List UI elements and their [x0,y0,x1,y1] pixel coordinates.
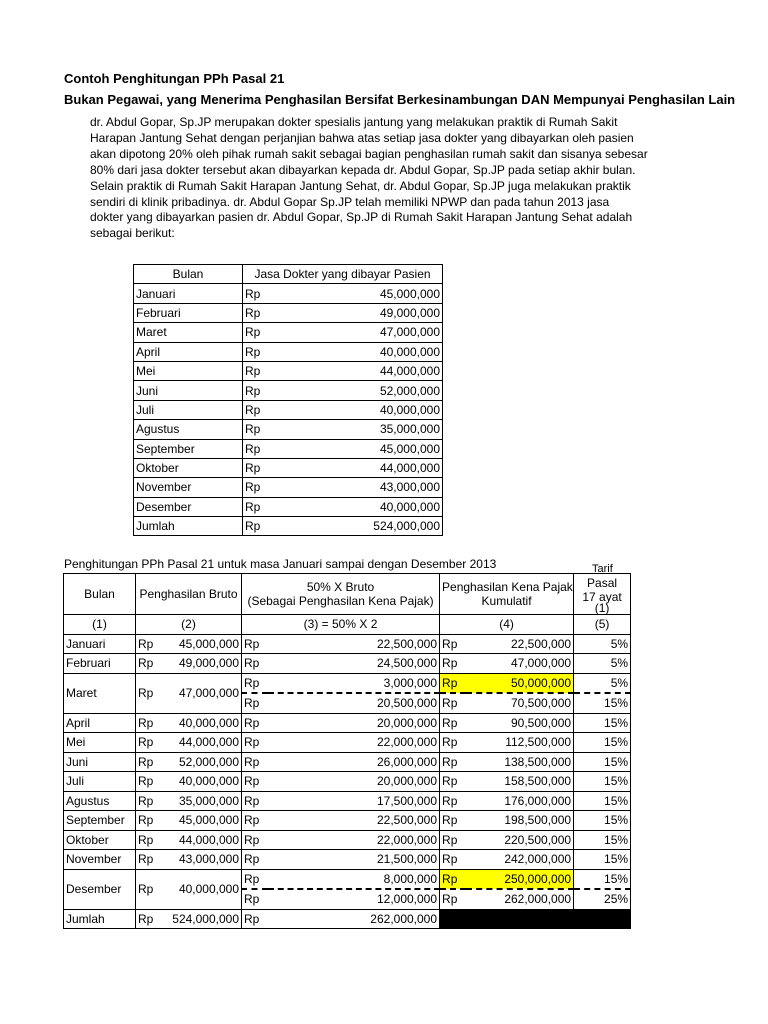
cell-currency: Rp [243,284,278,303]
table-row [134,517,443,536]
table-row [64,654,631,674]
cell-pkp: 22,500,000 [268,811,440,831]
cell-pkp: 20,000,000 [268,713,440,733]
cell-tarif: 5% [574,673,631,693]
cell-pkp: 3,000,000 [268,673,440,693]
cell-amount: 47,000,000 [277,323,443,342]
cell-currency: Rp [136,909,162,929]
cell-bruto: 40,000,000 [162,772,242,792]
table-row [134,284,443,303]
cell-currency: Rp [440,811,466,831]
cell-amount: 524,000,000 [277,517,443,536]
column-index-row [64,615,631,635]
header-bulan: Bulan [134,265,243,284]
table-header-row [134,265,443,284]
cell-amount: 44,000,000 [277,361,443,380]
header-pkp-line2: (Sebagai Penghasilan Kena Pajak) [247,594,434,608]
table-row [64,869,631,889]
cell-currency: Rp [440,830,466,850]
cell-bruto: 40,000,000 [162,869,242,909]
header-kum-line2: Kumulatif [481,594,532,608]
cell-bruto: 49,000,000 [162,654,242,674]
cell-amount: 44,000,000 [277,458,443,477]
paragraph-line: akan dipotong 20% oleh pihak rumah sakit sebagai bagian penghasilan rumah sakit dan sisanya sebesar [90,146,648,161]
cell-currency: Rp [440,752,466,772]
cell-bulan: Juni [134,381,243,400]
cell-currency: Rp [243,458,278,477]
cell-currency: Rp [243,517,278,536]
monthly-fee-table [133,264,443,536]
cell-kumulatif: 158,500,000 [466,772,574,792]
cell-bruto: 52,000,000 [162,752,242,772]
table-row [134,303,443,322]
cell-currency: Rp [440,791,466,811]
cell-tarif: 15% [574,693,631,713]
cell-currency: Rp [136,830,162,850]
cell-currency: Rp [242,752,268,772]
cell-bulan: Agustus [134,420,243,439]
header-bulan: Bulan [64,574,136,615]
cell-currency: Rp [440,693,466,713]
cell-currency: Rp [440,713,466,733]
cell-bruto: 35,000,000 [162,791,242,811]
cell-pkp: 21,500,000 [268,850,440,870]
cell-tarif: 5% [574,654,631,674]
cell-currency: Rp [136,733,162,753]
cell-amount: 49,000,000 [277,303,443,322]
total-row [64,909,631,929]
cell-currency: Rp [440,772,466,792]
index-1: (1) [64,615,136,635]
cell-currency: Rp [242,654,268,674]
table-row [64,850,631,870]
cell-currency: Rp [136,752,162,772]
cell-bulan: Oktober [134,458,243,477]
cell-bulan: September [134,439,243,458]
cell-currency: Rp [242,772,268,792]
cell-currency: Rp [242,830,268,850]
cell-bruto: 45,000,000 [162,634,242,654]
cell-currency: Rp [243,439,278,458]
cell-bruto: 524,000,000 [162,909,242,929]
cell-bulan: November [64,850,136,870]
cell-kumulatif: 262,000,000 [466,889,574,909]
header-pkp-line1: 50% X Bruto [306,580,375,594]
cell-pkp: 20,500,000 [268,693,440,713]
table-row [64,634,631,654]
table-row [64,713,631,733]
paragraph-line: 80% dari jasa dokter tersebut akan dibayarkan kepada dr. Abdul Gopar, Sp.JP pada setiap akhir bulan. [90,162,636,177]
cell-bulan: April [64,713,136,733]
cell-bulan: Februari [64,654,136,674]
cell-bulan: Juli [134,400,243,419]
cell-bulan: November [134,478,243,497]
cell-tarif: 15% [574,733,631,753]
cell-currency: Rp [136,654,162,674]
table-row [134,342,443,361]
cell-bulan: Agustus [64,791,136,811]
cell-currency: Rp [243,381,278,400]
table-row [64,733,631,753]
cell-tarif: 5% [574,634,631,654]
cell-currency: Rp [243,361,278,380]
cell-kumulatif: 22,500,000 [466,634,574,654]
header-bruto: Penghasilan Bruto [136,574,242,615]
cell-bruto: 44,000,000 [162,733,242,753]
cell-kumulatif: 138,500,000 [466,752,574,772]
cell-bulan: Mei [134,361,243,380]
table-header-row [64,574,631,615]
cell-amount: 40,000,000 [277,400,443,419]
cell-currency: Rp [242,693,268,713]
cell-tarif: 15% [574,869,631,889]
cell-bruto: 47,000,000 [162,673,242,713]
cell-tarif: 15% [574,713,631,733]
table-row [134,323,443,342]
paragraph-line: sebagai berikut: [90,226,175,241]
cell-kumulatif: 90,500,000 [466,713,574,733]
table-row [134,478,443,497]
table-row [134,381,443,400]
cell-currency: Rp [242,889,268,909]
cell-kumulatif: 112,500,000 [466,733,574,753]
table-row [64,811,631,831]
cell-bulan: Januari [64,634,136,654]
header-pkp [242,574,440,615]
header-tarif-line1: Pasal [587,576,618,590]
cell-amount: 45,000,000 [277,439,443,458]
cell-tarif: 25% [574,889,631,909]
cell-bulan: Oktober [64,830,136,850]
header-tarif-line3: (1) [594,601,610,615]
cell-currency: Rp [136,673,162,713]
cell-bulan: Juni [64,752,136,772]
cell-currency: Rp [136,811,162,831]
document-title: Contoh Penghitungan PPh Pasal 21 [64,71,285,86]
cell-currency: Rp [242,673,268,693]
cell-currency: Rp [440,869,466,889]
cell-currency: Rp [242,869,268,889]
cell-currency: Rp [242,634,268,654]
cell-currency: Rp [243,400,278,419]
cell-currency: Rp [136,772,162,792]
cell-bulan: Jumlah [64,909,136,929]
cell-tarif: 15% [574,752,631,772]
cell-currency: Rp [242,909,268,929]
cell-kumulatif: 70,500,000 [466,693,574,713]
cell-bulan: September [64,811,136,831]
paragraph-line: dokter yang dibayarkan pasien dr. Abdul Gopar, Sp.JP di Rumah Sakit Harapan Jantung Sehat adalah [90,210,633,225]
cell-pkp: 20,000,000 [268,772,440,792]
cell-bulan: April [134,342,243,361]
cell-currency: Rp [136,869,162,909]
cell-amount: 45,000,000 [277,284,443,303]
cell-currency: Rp [440,654,466,674]
cell-kumulatif: 220,500,000 [466,830,574,850]
table-row [64,673,631,693]
document-subtitle: Bukan Pegawai, yang Menerima Penghasilan Bersifat Berkesinambungan DAN Mempunyai Penghasilan Lain [64,92,736,107]
cell-pkp: 24,500,000 [268,654,440,674]
table-row [64,830,631,850]
cell-bulan: Maret [64,673,136,713]
table-row [134,497,443,516]
index-5: (5) [574,615,631,635]
cell-bulan: Desember [64,869,136,909]
table-row [134,458,443,477]
cell-amount: 40,000,000 [277,497,443,516]
blacked-out-cell [440,909,631,929]
cell-pkp: 22,500,000 [268,634,440,654]
cell-amount: 35,000,000 [277,420,443,439]
cell-currency: Rp [242,811,268,831]
cell-bulan: Jumlah [134,517,243,536]
cell-pkp: 8,000,000 [268,869,440,889]
cell-pkp: 12,000,000 [268,889,440,909]
cell-bulan: Desember [134,497,243,516]
cell-kumulatif: 198,500,000 [466,811,574,831]
tarif-label: Tarif [592,563,613,575]
cell-currency: Rp [243,342,278,361]
cell-currency: Rp [440,634,466,654]
cell-kumulatif: 50,000,000 [466,673,574,693]
cell-currency: Rp [243,420,278,439]
header-tarif-line2: 17 ayat [582,590,622,604]
calculation-caption: Penghitungan PPh Pasal 21 untuk masa Januari sampai dengan Desember 2013 [64,557,497,571]
cell-kumulatif: 47,000,000 [466,654,574,674]
cell-kumulatif: 242,000,000 [466,850,574,870]
cell-currency: Rp [242,850,268,870]
cell-pkp: 22,000,000 [268,830,440,850]
cell-currency: Rp [440,733,466,753]
cell-amount: 43,000,000 [277,478,443,497]
index-2: (2) [136,615,242,635]
cell-bruto: 43,000,000 [162,850,242,870]
cell-currency: Rp [136,791,162,811]
cell-currency: Rp [243,303,278,322]
paragraph-line: Harapan Jantung Sehat dengan perjanjian bahwa atas setiap jasa dokter yang dibayarkan oleh pasien [90,130,634,145]
index-3: (3) = 50% X 2 [242,615,440,635]
cell-tarif: 15% [574,772,631,792]
cell-currency: Rp [242,733,268,753]
cell-bruto: 44,000,000 [162,830,242,850]
paragraph-line: dr. Abdul Gopar, Sp.JP merupakan dokter spesialis jantung yang melakukan praktik di Rumah Sakit [90,115,618,129]
cell-currency: Rp [243,497,278,516]
cell-currency: Rp [440,850,466,870]
paragraph-line: Selain praktik di Rumah Sakit Harapan Jantung Sehat, dr. Abdul Gopar, Sp.JP juga melakukan praktik [90,178,631,193]
cell-tarif: 15% [574,830,631,850]
cell-bulan: Mei [64,733,136,753]
header-kum-line1: Penghasilan Kena Pajak [442,580,573,594]
cell-amount: 52,000,000 [277,381,443,400]
header-kumulatif [440,574,574,615]
cell-currency: Rp [136,850,162,870]
cell-bruto: 45,000,000 [162,811,242,831]
pph21-calculation-table [63,573,631,929]
table-row [64,772,631,792]
cell-currency: Rp [243,323,278,342]
cell-bulan: Januari [134,284,243,303]
cell-pkp: 22,000,000 [268,733,440,753]
cell-bulan: Februari [134,303,243,322]
table-row [64,791,631,811]
table-row [64,752,631,772]
cell-currency: Rp [440,673,466,693]
cell-bulan: Juli [64,772,136,792]
cell-bulan: Maret [134,323,243,342]
cell-amount: 40,000,000 [277,342,443,361]
paragraph-line: sendiri di klinik pribadinya. dr. Abdul Gopar Sp.JP telah memiliki NPWP dan pada tahun 2013 jasa [90,194,610,209]
cell-currency: Rp [243,478,278,497]
cell-currency: Rp [136,713,162,733]
table-row [134,400,443,419]
header-jasa-dokter: Jasa Dokter yang dibayar Pasien [243,265,443,284]
index-4: (4) [440,615,574,635]
cell-kumulatif: 250,000,000 [466,869,574,889]
cell-tarif: 15% [574,811,631,831]
table-row [134,439,443,458]
cell-pkp: 17,500,000 [268,791,440,811]
cell-currency: Rp [242,713,268,733]
cell-bruto: 40,000,000 [162,713,242,733]
case-description [90,115,648,242]
cell-tarif: 15% [574,791,631,811]
cell-tarif: 15% [574,850,631,870]
header-tarif [574,574,631,615]
cell-currency: Rp [440,889,466,909]
table-row [134,361,443,380]
table-row [134,420,443,439]
cell-pkp: 262,000,000 [268,909,440,929]
cell-currency: Rp [242,791,268,811]
cell-kumulatif: 176,000,000 [466,791,574,811]
cell-currency: Rp [136,634,162,654]
cell-pkp: 26,000,000 [268,752,440,772]
